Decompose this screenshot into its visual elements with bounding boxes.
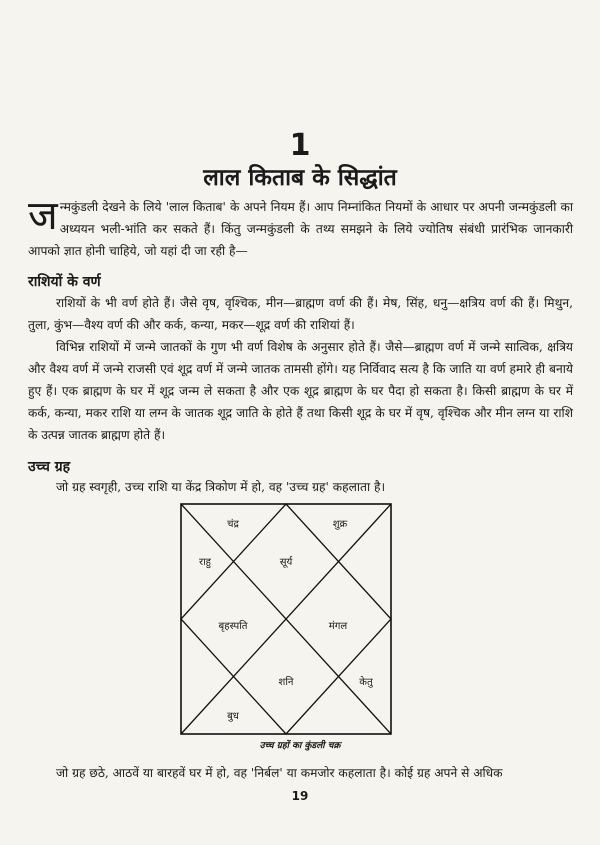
closing-paragraph: जो ग्रह छठे, आठवें या बारहवें घर में हो, वह 'निर्बल' या कमजोर कहलाता है। कोई ग्रह अपने से अधिक bbox=[56, 766, 503, 780]
planet-brihaspati: बृहस्पति bbox=[218, 621, 248, 632]
planet-shani: शनि bbox=[278, 677, 294, 688]
varna-paragraph-1: राशियों के भी वर्ण होते हैं। जैसे वृष, वृश्चिक, मीन—ब्राह्मण वर्ण की हैं। मेष, सिंह, धनु—क्षत्रिय वर्ण की हैं। मिथुन, तुला, कुंभ—वैश्य वर्ण की और कर्क, कन्या, मकर—शूद्र वर्ण की राशियां हैं। bbox=[28, 296, 573, 332]
chapter-number: 1 bbox=[289, 128, 311, 163]
planet-rahu: राहु bbox=[199, 557, 211, 568]
planet-mangal: मंगल bbox=[328, 621, 348, 632]
planet-surya: सूर्य bbox=[279, 557, 293, 568]
drop-cap: ज bbox=[28, 193, 58, 239]
chart-caption: उच्च ग्रहों का कुंडली चक्र bbox=[259, 741, 341, 751]
page-number: 19 bbox=[291, 789, 309, 803]
kundli-chart bbox=[180, 503, 392, 735]
section-heading-varna: राशियों के वर्ण bbox=[28, 274, 101, 290]
intro-paragraph bbox=[28, 193, 573, 262]
kundli-grid bbox=[180, 503, 392, 735]
varna-paragraph-2: विभिन्न राशियों में जन्मे जातकों के गुण भी वर्ण विशेष के अनुसार होते हैं। जैसे—ब्राह्मण वर्ण में जन्मे सात्विक, क्षत्रिय और वैश्य वर्ण में जन्मे राजसी एवं शूद्र वर्ण में जन्मे जातक तामसी होंगे। यह निर्विवाद सत्य है कि जाति या वर्ण हमारे ही बनाये हुए हैं। एक ब्राह्मण के घर में शूद्र जन्म ले सकता है और एक शूद्र ब्राह्मण के घर पैदा हो सकता है। किसी ब्राह्मण के घर में कर्क, कन्या, मकर राशि या लग्न के जातक शूद्र जाति के होते हैं तथा किसी शूद्र के घर में वृष, वृश्चिक और मीन लग्न या राशि के उत्पन्न जातक ब्राह्मण होते हैं। bbox=[28, 340, 573, 442]
intro-text: न्मकुंडली देखने के लिये 'लाल किताब' के अपने नियम हैं। आप निम्नांकित नियमों के आधार पर अपनी जन्मकुंडली का अध्ययन भली-भांति कर सकते हैं। किंतु जन्मकुंडली के तथ्य समझने के लिये ज्योतिष संबंधी प्रारंभिक जानकारी आपको ज्ञात होनी चाहिये, जो यहां दी जा रही है— bbox=[28, 200, 573, 258]
planet-shukra: शुक्र bbox=[332, 519, 348, 530]
planet-ketu: केतु bbox=[359, 677, 373, 688]
uchcha-paragraph: जो ग्रह स्वगृही, उच्च राशि या केंद्र त्रिकोण में हो, वह 'उच्च ग्रह' कहलाता है। bbox=[56, 480, 386, 494]
planet-chandra: चंद्र bbox=[227, 519, 239, 530]
section-heading-uchcha: उच्च ग्रह bbox=[28, 459, 71, 475]
chapter-title: लाल किताब के सिद्धांत bbox=[203, 165, 397, 191]
planet-budh: बुध bbox=[227, 711, 239, 722]
